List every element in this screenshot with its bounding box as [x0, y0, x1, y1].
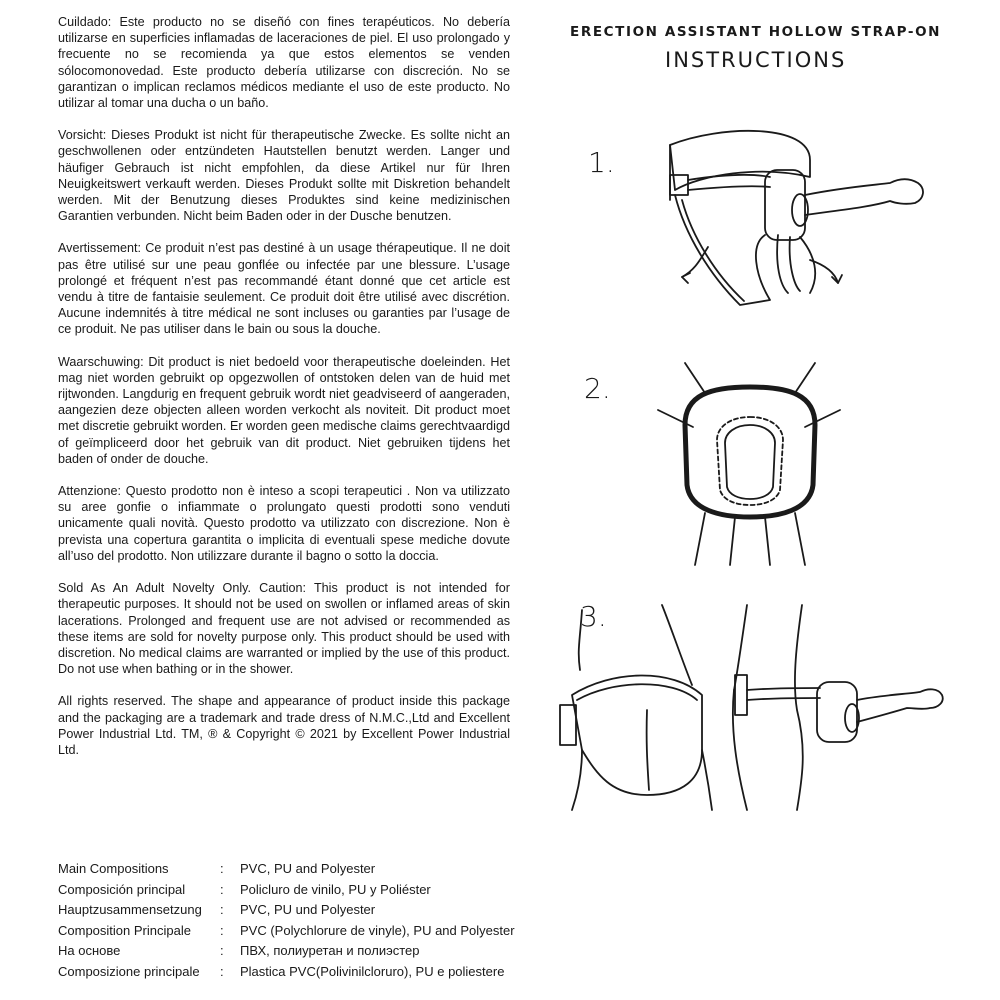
- composition-colon: :: [220, 881, 224, 897]
- step-number: 1.: [588, 146, 615, 179]
- composition-row: [58, 962, 578, 983]
- composition-colon: :: [220, 902, 224, 917]
- warnings-column: [58, 14, 510, 774]
- composition-label: Composizione principale: [58, 963, 200, 979]
- composition-row: [58, 880, 578, 901]
- composition-colon: :: [220, 861, 224, 876]
- composition-label: Hauptzusammensetzung: [58, 902, 202, 917]
- composition-colon: :: [220, 922, 224, 938]
- composition-label: На основе: [58, 943, 121, 958]
- composition-row: [58, 921, 578, 942]
- step-number: 3.: [580, 600, 607, 633]
- composition-value: Plastica PVC(Polivinilcloruro), PU e poliestere: [240, 963, 505, 979]
- composition-row: [58, 859, 578, 880]
- copyright-notice: All rights reserved. The shape and appearance of product inside this package and the packaging are a trademark and trade dress of N.M.C.,Ltd and Excellent Power Industrial Ltd. TM, ® & Copyright © 2021 by Excellent Power Industrial Ltd.: [58, 694, 510, 757]
- composition-colon: :: [220, 963, 224, 979]
- composition-row: [58, 900, 578, 921]
- instructions-heading: INSTRUCTIONS: [665, 48, 847, 72]
- product-title: ERECTION ASSISTANT HOLLOW STRAP-ON: [570, 24, 942, 40]
- warning-french: Avertissement: Ce produit n’est pas destiné à un usage thérapeutique. Il ne doit pas être utilisé sur une peau gonflée ou infectée par une blessure. L’usage prolongé et fréquent n’est pas recommandé étant donné que cet article est vendu à titre de fantaisie seulement. Ce produit doit être utilisé avec discrétion. Aucune indemnités à titre médical ne sont incluses ou garanties par l’usage de ce produit. Ne pas utiliser dans le bain ou sous la douche.: [58, 241, 510, 337]
- composition-label: Main Compositions: [58, 861, 169, 876]
- step-number: 2.: [584, 372, 611, 405]
- harness-with-dildo-icon: [660, 125, 930, 310]
- worn-harness-icon: [552, 600, 947, 810]
- composition-label: Composición principal: [58, 881, 186, 897]
- composition-colon: :: [220, 943, 224, 958]
- composition-value: PVC (Polychlorure de vinyle), PU and Polyester: [240, 922, 515, 938]
- warning-english: Sold As An Adult Novelty Only. Caution: This product is not intended for therapeutic purposes. It should not be used on swollen or inflamed areas of skin lacerations. Prolonged and frequent use are not advised or recommended as these items are sold for novelty purpose only. This product should be used with discretion. No medical claims are warranted or implied by the use of this product. Do not use when bathing or in the shower.: [58, 581, 510, 677]
- composition-row: [58, 941, 578, 962]
- composition-label: Composition Principale: [58, 922, 191, 938]
- composition-value: ПВХ, полиуретан и полиэстер: [240, 943, 420, 958]
- composition-value: Policluro de vinilo, PU y Poliéster: [240, 881, 431, 897]
- compositions-table: [58, 859, 578, 982]
- warning-dutch: Waarschuwing: Dit product is niet bedoeld voor therapeutische doeleinden. Het mag niet worden gebruikt op opgezwollen of ontstoken delen van de huid met rijtwonden. Langdurig en frequent gebruik wordt niet geadviseerd of aangeraden, aangezien deze objecten alleen worden verkocht als noviteit. Dit product moet met discretie gebruikt worden. Er worden geen medische claims gerechtvaardigd of geïmpliceerd door het gebruik van dit product. Niet gebruiken tijdens het baden of onder de douche.: [58, 354, 510, 466]
- warning-spanish: Cuildado: Este producto no se diseñó con fines terapéuticos. No debería utilizarse en superficies inflamadas de laceraciones de piel. El uso prolongado y frecuente no se recomienda ya que estos elementos se venden sólocomonovedad. Este producto debería utilizarse con discreción. No se garantizan o implican reclamos médicos mediante el uso de este producto. No utilizar al tomar una ducha o un baño.: [58, 15, 510, 111]
- composition-value: PVC, PU and Polyester: [240, 861, 376, 876]
- warning-italian: Attenzione: Questo prodotto non è inteso a scopi terapeutici . Non va utilizzato su aree gonfie o infiammate o prolungato questi prodotti sono venduti unicamente quali novità. Questo prodotto va utilizzato con discrezione. Non è prevista una copertura garantita o implicita di eventuali spese mediche dovute all’uso del prodotto. Non utilizzare durante il bagno o sotto la doccia.: [58, 484, 510, 563]
- warning-german: Vorsicht: Dieses Produkt ist nicht für therapeutische Zwecke. Es sollte nicht an geschwollenen oder entzündeten Hautstellen benutzt werden. Langer und häufiger Gebrauch ist nicht empfohlen, da diese Artikel nur für Ihren Neuigkeitswert verkauft werden. Dieses Produkt sollte mit Diskretion behandelt werden. Mit der Benutzung dieses Produktes sind keine medizinischen Garantien verbunden. Nicht beim Baden oder in der Dusche benutzen.: [58, 128, 510, 224]
- ring-harness-icon: [655, 355, 845, 570]
- composition-value: PVC, PU und Polyester: [240, 902, 376, 917]
